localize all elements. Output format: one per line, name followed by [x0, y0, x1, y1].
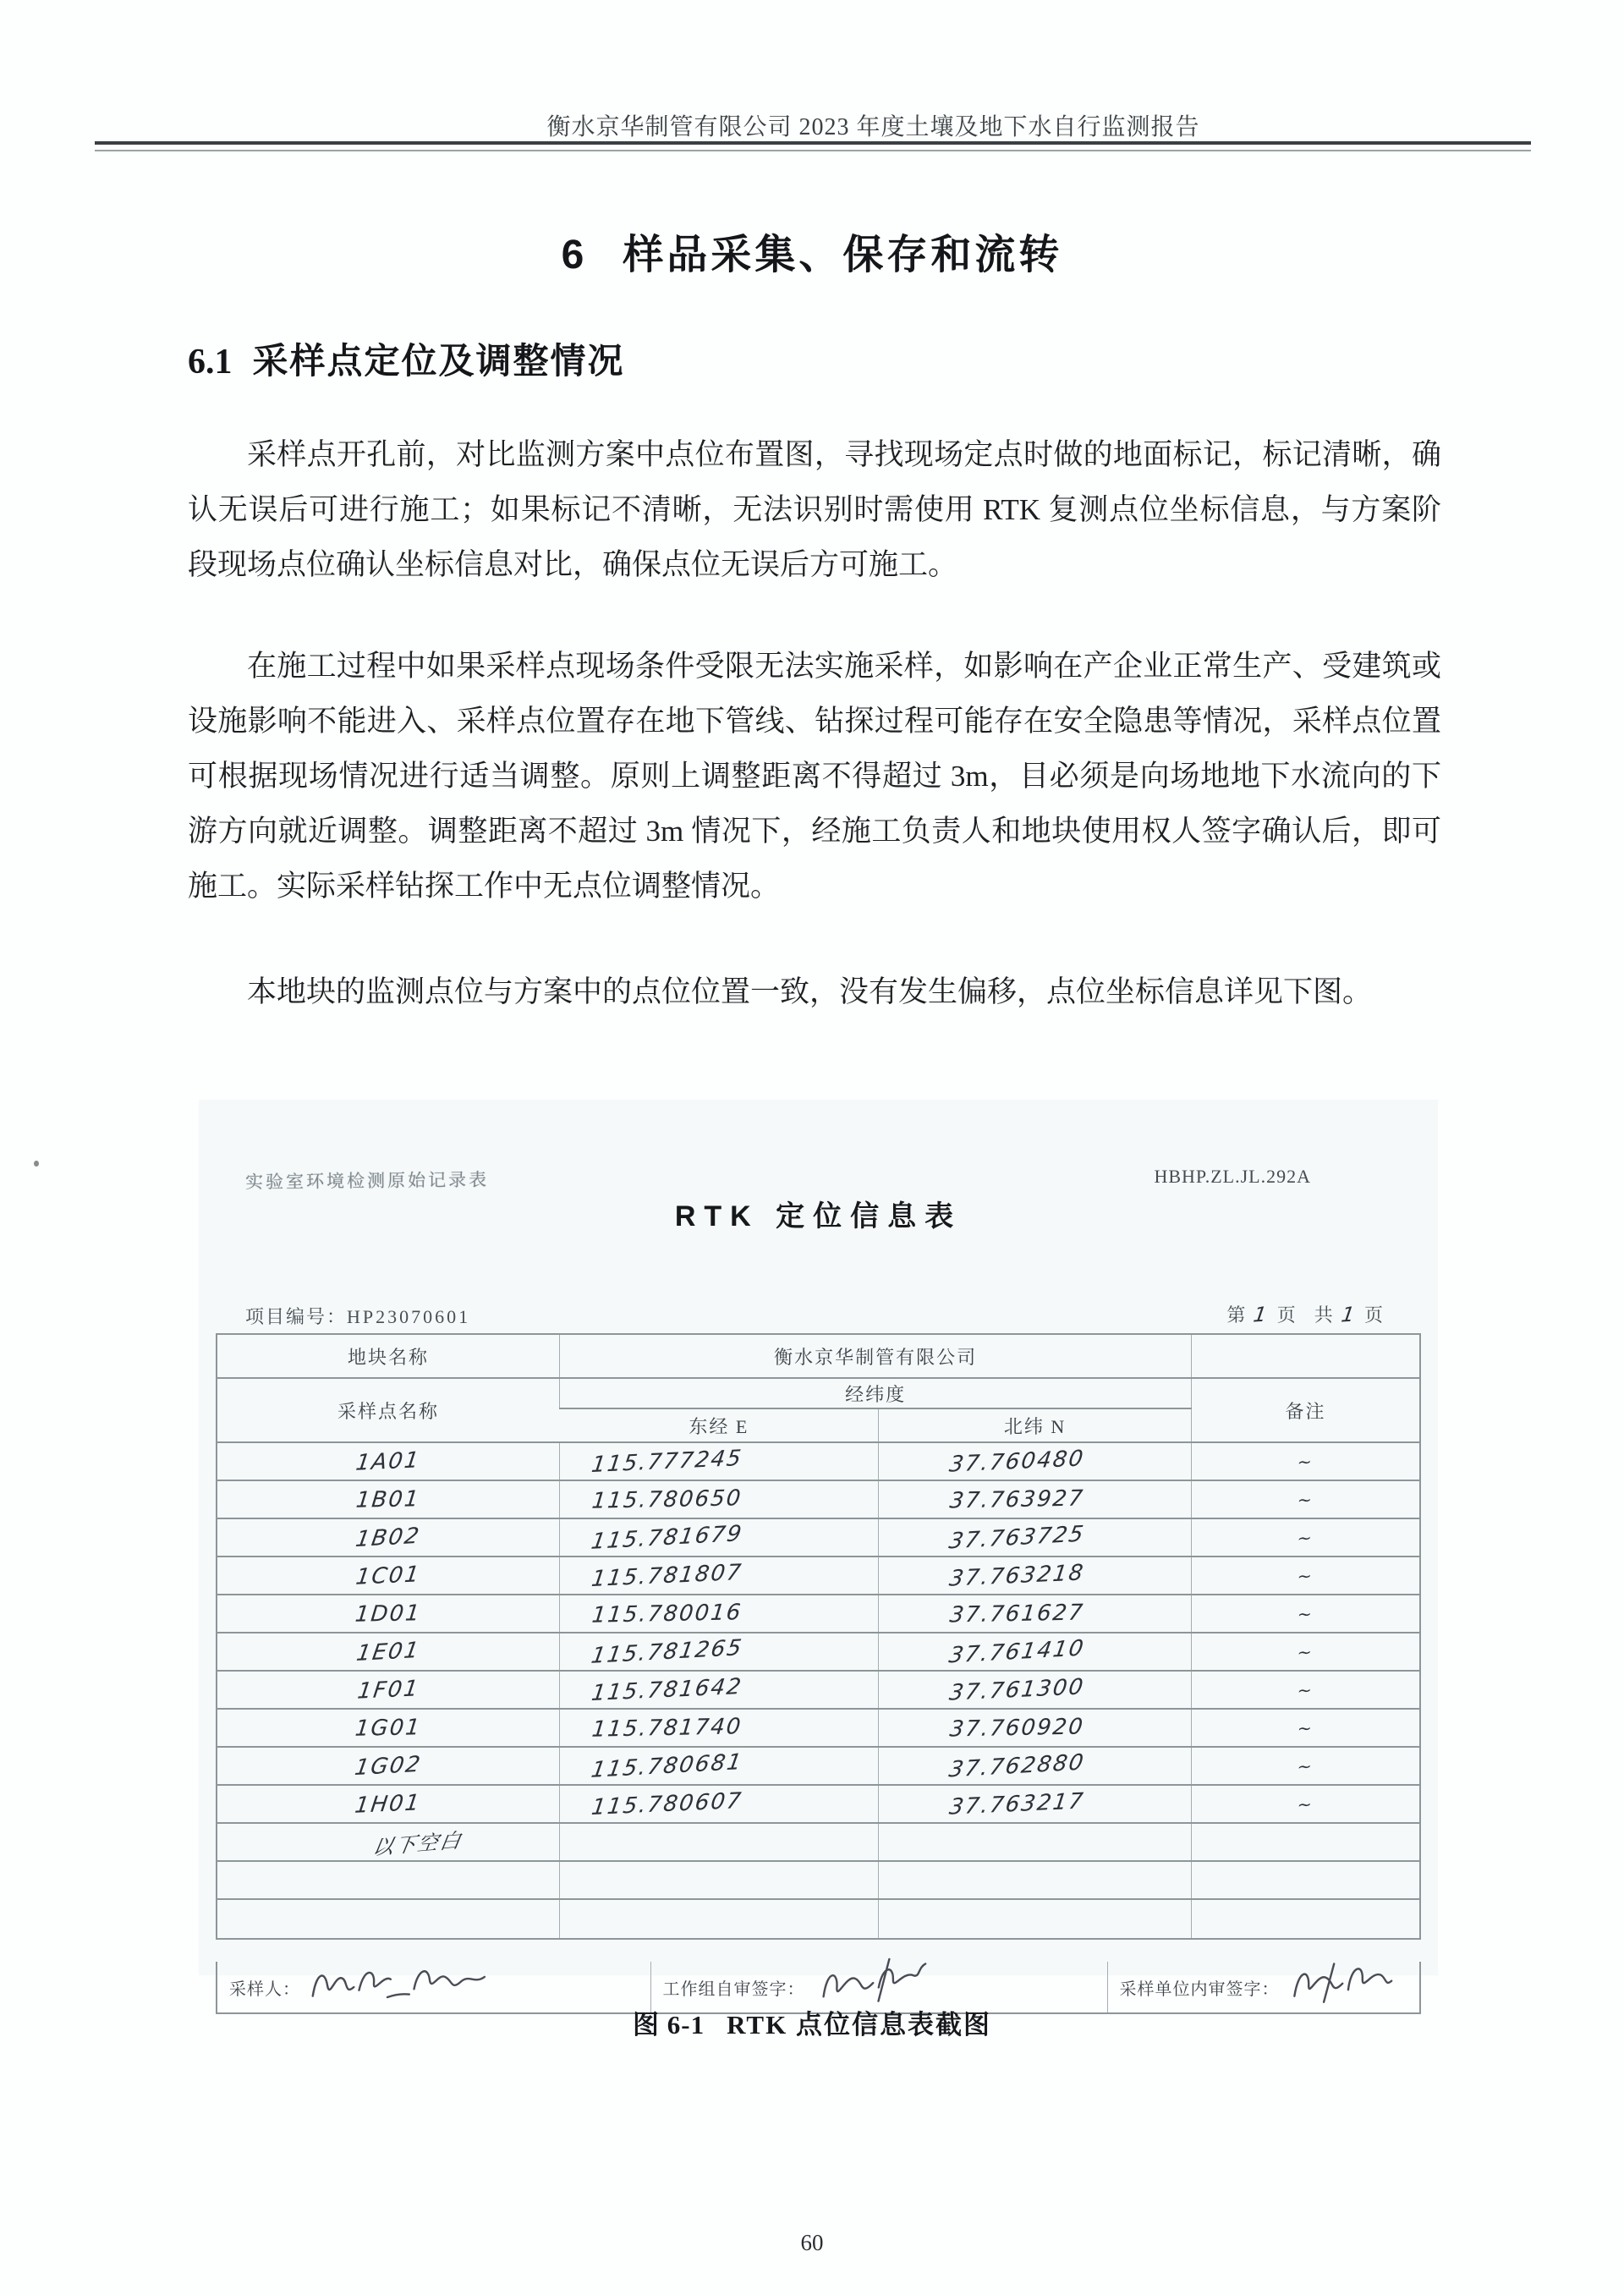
chapter-number: 6: [561, 233, 584, 277]
north-latitude-cell: 37.762880: [879, 1747, 1192, 1785]
paragraph-2: 在施工过程中如果采样点现场条件受限无法实施采样，如影响在产企业正常生产、受建筑或设施影响不能进入、采样点位置存在地下管线、钻探过程可能存在安全隐患等情况，采样点位置可根据现场情况进行适当调整。原则上调整距离不得超过 3m，目必须是向场地地下水流向的下游方向就近调整。调整距离不超过 3m 情况下，经施工负责人和地块使用权人签字确认后，即可施工。实际采样钻探工作中无点位调整情况。: [188, 650, 1441, 903]
project-no-value: HP23070601: [347, 1306, 471, 1327]
east-longitude-cell: 115.780016: [560, 1595, 879, 1633]
blank-note-row: [217, 1823, 1420, 1861]
east-longitude-cell: 115.781642: [560, 1671, 879, 1709]
east-longitude-cell: 115.780607: [560, 1785, 879, 1823]
sampler-label: 采样人：: [229, 1979, 300, 1999]
signature-sampler: [305, 1959, 500, 2003]
remark-cell: ~: [1192, 1557, 1420, 1595]
col-header-east: 东经 E: [560, 1408, 879, 1442]
east-longitude-cell: 115.780681: [560, 1747, 879, 1785]
east-longitude-cell: 115.781679: [560, 1518, 879, 1557]
paragraph-1: 采样点开孔前，对比监测方案中点位布置图，寻找现场定点时做的地面标记，标记清晰，确认无误后可进行施工；如果标记不清晰，无法识别时需使用 RTK 复测点位坐标信息，与方案阶段现场点位确认坐标信息对比，确保点位无误后方可施工。: [188, 438, 1441, 581]
north-latitude-cell: 37.761410: [879, 1633, 1192, 1671]
site-row-remark-cell: [1192, 1334, 1420, 1378]
point-name-cell: 1A01: [217, 1442, 560, 1480]
scan-artifact-dot: [34, 1161, 39, 1167]
chapter-title: [0, 222, 1624, 280]
rtk-table: [216, 1333, 1421, 1940]
form-doc-code: HBHP.ZL.JL.292A: [1154, 1166, 1311, 1187]
form-page-info: [1222, 1301, 1387, 1327]
chapter-title-text: 样品采集、保存和流转: [623, 233, 1063, 277]
unit-review-label: 采样单位内审签字：: [1119, 1979, 1280, 1999]
form-title: RTK 定位信息表: [674, 1200, 963, 1233]
north-latitude-cell: 37.760920: [879, 1709, 1192, 1747]
col-header-coord: 经纬度: [560, 1378, 1192, 1408]
remark-cell: ~: [1192, 1480, 1420, 1518]
table-row: [217, 1480, 1420, 1518]
remark-cell: ~: [1192, 1633, 1420, 1671]
coord-header-row: [217, 1378, 1420, 1408]
header-rule-thin: [95, 150, 1531, 151]
table-row: [217, 1785, 1420, 1823]
project-number: [245, 1303, 470, 1329]
page-header: 衡水京华制管有限公司 2023 年度土壤及地下水自行监测报告: [546, 114, 1200, 140]
paragraph-3: 本地块的监测点位与方案中的点位位置一致，没有发生偏移，点位坐标信息详见下图。: [247, 975, 1373, 1008]
remark-cell: ~: [1192, 1442, 1420, 1480]
page-info-post: 页: [1363, 1304, 1383, 1326]
point-name-cell: 1B01: [217, 1480, 560, 1518]
group-review-label: 工作组自审签字：: [662, 1979, 805, 1999]
project-label: 项目编号：: [245, 1306, 348, 1327]
table-row: [217, 1518, 1420, 1557]
point-name-cell: 1C01: [217, 1557, 560, 1595]
site-name-value: 衡水京华制管有限公司: [560, 1334, 1192, 1378]
page-info-current: 1: [1252, 1302, 1270, 1327]
north-latitude-cell: 37.763218: [879, 1557, 1192, 1595]
north-latitude-cell: 37.763927: [879, 1480, 1192, 1518]
page-info-mid: 页 共: [1276, 1304, 1333, 1326]
table-row: [217, 1557, 1420, 1595]
remark-cell: ~: [1192, 1518, 1420, 1557]
table-row: [217, 1442, 1420, 1480]
point-name-cell: 1G02: [217, 1747, 560, 1785]
table-row: [217, 1747, 1420, 1785]
point-name-cell: 1H01: [217, 1785, 560, 1823]
figure-caption-text: RTK 点位信息表截图: [727, 2010, 991, 2040]
point-name-cell: 1B02: [217, 1518, 560, 1557]
signature-group-reviewer: [810, 1957, 937, 2005]
remark-cell: ~: [1192, 1595, 1420, 1633]
figure-number: 图 6-1: [633, 2010, 705, 2040]
east-longitude-cell: 115.781265: [560, 1633, 879, 1671]
blank-note: 以下空白: [370, 1828, 464, 1860]
section-title-text: 采样点定位及调整情况: [252, 341, 625, 381]
form-doc-name: 实验室环境检测原始记录表: [244, 1169, 490, 1193]
north-latitude-cell: 37.763725: [879, 1518, 1192, 1557]
remark-cell: ~: [1192, 1747, 1420, 1785]
empty-row: [217, 1899, 1420, 1939]
remark-cell: ~: [1192, 1671, 1420, 1709]
blank-note-cell: [217, 1823, 560, 1861]
signature-unit-reviewer: [1285, 1958, 1395, 2004]
remark-cell: ~: [1192, 1785, 1420, 1823]
east-longitude-cell: 115.780650: [560, 1480, 879, 1518]
site-name-row: [217, 1334, 1420, 1378]
east-longitude-cell: 115.781807: [560, 1557, 879, 1595]
north-latitude-cell: 37.761627: [879, 1595, 1192, 1633]
north-latitude-cell: 37.761300: [879, 1671, 1192, 1709]
page-info-total: 1: [1339, 1302, 1358, 1327]
page-info-pre: 第: [1226, 1304, 1246, 1326]
point-name-cell: 1G01: [217, 1709, 560, 1747]
rtk-form-scan: [199, 1100, 1438, 1999]
remark-cell: ~: [1192, 1709, 1420, 1747]
header-rule-thick: [95, 141, 1531, 145]
point-name-cell: 1D01: [217, 1595, 560, 1633]
col-header-remark: 备注: [1192, 1378, 1420, 1442]
table-row: [217, 1709, 1420, 1747]
north-latitude-cell: 37.763217: [879, 1785, 1192, 1823]
north-latitude-cell: 37.760480: [879, 1442, 1192, 1480]
table-row: [217, 1671, 1420, 1709]
col-header-point: 采样点名称: [217, 1378, 560, 1442]
page-number: 60: [800, 2230, 824, 2255]
data-rows: [217, 1442, 1420, 1823]
col-header-north: 北纬 N: [879, 1408, 1192, 1442]
section-heading: [188, 333, 625, 384]
site-name-label: 地块名称: [217, 1334, 560, 1378]
figure-caption: [0, 2003, 1624, 2041]
section-number: 6.1: [188, 343, 233, 382]
east-longitude-cell: 115.781740: [560, 1709, 879, 1747]
empty-row: [217, 1861, 1420, 1899]
table-row: [217, 1633, 1420, 1671]
point-name-cell: 1F01: [217, 1671, 560, 1709]
point-name-cell: 1E01: [217, 1633, 560, 1671]
east-longitude-cell: 115.777245: [560, 1442, 879, 1480]
table-row: [217, 1595, 1420, 1633]
